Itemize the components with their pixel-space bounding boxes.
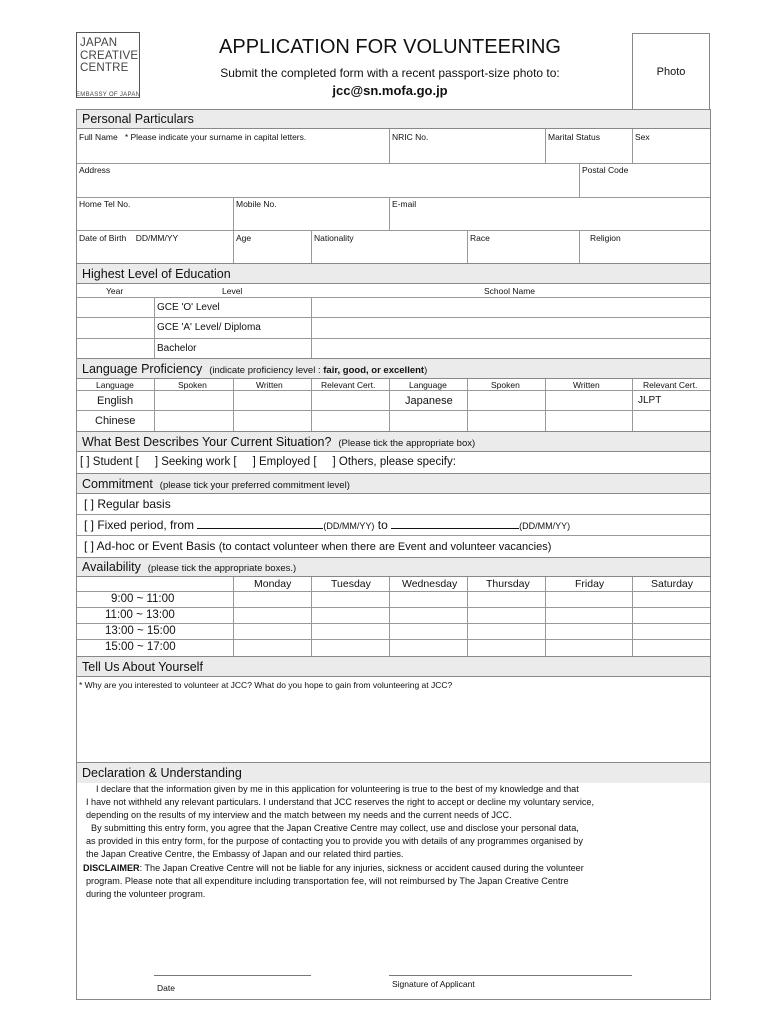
day-tuesday: Tuesday <box>331 578 371 590</box>
declaration-line: depending on the results of my interview and the match between my needs and the current needs of JCC. <box>86 810 512 821</box>
section-personal-particulars <box>77 109 710 129</box>
home-tel-label: Home Tel No. <box>79 199 131 209</box>
edu-level-o: GCE 'O' Level <box>157 302 220 313</box>
race-label: Race <box>470 233 490 243</box>
date-label: Date <box>157 983 175 993</box>
religion-label: Religion <box>590 233 621 243</box>
date-line[interactable] <box>154 975 311 976</box>
edu-col-level: Level <box>222 286 243 296</box>
signature-line[interactable] <box>389 975 632 976</box>
lang-col: Relevant Cert. <box>321 380 376 390</box>
email-label: E-mail <box>392 199 417 209</box>
slot-11-13: 11:00 ~ 13:00 <box>105 609 175 621</box>
day-friday: Friday <box>575 578 605 590</box>
lang-chinese: Chinese <box>95 415 136 427</box>
language-note: (indicate proficiency level : fair, good, or excellent) <box>209 365 428 376</box>
edu-level-bachelor: Bachelor <box>157 343 197 354</box>
lang-english: English <box>97 395 134 407</box>
option-student[interactable]: [ ] Student [ <box>80 456 139 468</box>
marital-status-label: Marital Status <box>548 132 600 142</box>
disclaimer-label: DISCLAIMER <box>83 862 140 873</box>
section-heading: Language Proficiency <box>82 362 203 376</box>
slot-13-15: 13:00 ~ 15:00 <box>105 625 176 637</box>
cert-jlpt: JLPT <box>638 395 662 406</box>
edu-level-a: GCE 'A' Level/ Diploma <box>157 322 261 333</box>
commitment-note: (please tick your preferred commitment level) <box>159 480 350 491</box>
lang-col: Written <box>573 380 600 390</box>
day-thursday: Thursday <box>486 578 530 590</box>
lang-japanese: Japanese <box>405 395 453 407</box>
photo-box[interactable] <box>632 33 710 110</box>
age-label: Age <box>236 233 252 243</box>
section-situation <box>77 431 710 452</box>
logo-line: CREATIVE <box>80 49 139 62</box>
declaration-line: By submitting this entry form, you agree that the Japan Creative Centre may collect, use and disclose your personal data, <box>91 823 579 834</box>
lang-col: Written <box>256 380 283 390</box>
lang-col: Language <box>96 380 134 390</box>
from-date-field[interactable] <box>197 517 323 529</box>
dob-label: Date of Birth DD/MM/YY <box>79 233 179 243</box>
section-heading: Commitment <box>82 477 153 491</box>
section-heading: Availability <box>82 560 141 574</box>
section-about <box>77 656 710 677</box>
section-commitment <box>77 473 710 494</box>
disclaimer-line: : The Japan Creative Centre will not be liable for any injuries, sickness or accident caused during the volunteer <box>139 862 584 873</box>
section-heading: Highest Level of Education <box>82 267 231 281</box>
address-label: Address <box>79 165 111 175</box>
day-monday: Monday <box>254 578 292 590</box>
section-heading: Declaration & Understanding <box>82 766 242 780</box>
commitment-regular[interactable]: [ ] Regular basis <box>84 497 171 511</box>
logo-subtitle: EMBASSY OF JAPAN <box>76 92 141 98</box>
edu-col-year: Year <box>106 286 124 296</box>
disclaimer-line: program. Please note that all expenditure including transportation fee, will not reimbursed by The Japan Creative Centre <box>86 875 569 886</box>
about-answer-area[interactable] <box>78 693 708 761</box>
postal-code-label: Postal Code <box>582 165 629 175</box>
declaration-line: the Japan Creative Centre, the Embassy of Japan and our related third parties. <box>86 849 404 860</box>
form-title: APPLICATION FOR VOLUNTEERING <box>219 36 561 58</box>
option-others[interactable]: ] Others, please specify: <box>332 456 456 468</box>
signature-label: Signature of Applicant <box>392 979 475 989</box>
full-name-label: Full Name * Please indicate your surname in capital letters. <box>79 132 307 142</box>
mobile-label: Mobile No. <box>236 199 277 209</box>
submission-email: jcc@sn.mofa.go.jp <box>332 83 448 98</box>
about-question: * Why are you interested to volunteer at JCC? What do you hope to gain from volunteering at JCC? <box>79 680 453 690</box>
declaration-text <box>83 783 703 901</box>
commitment-fixed[interactable]: [ ] Fixed period, from (DD/MM/YY) to (DD/MM/YY) <box>84 518 571 532</box>
disclaimer-line: during the volunteer program. <box>86 888 206 899</box>
slot-15-17: 15:00 ~ 17:00 <box>105 641 176 653</box>
lang-col: Relevant Cert. <box>643 380 698 390</box>
day-wednesday: Wednesday <box>402 578 458 590</box>
declaration-line: I have not withheld any relevant particulars. I understand that JCC reserves the right to accept or decline my voluntary service, <box>86 797 594 808</box>
availability-note: (please tick the appropriate boxes.) <box>147 563 297 574</box>
section-availability <box>77 557 710 577</box>
section-education <box>77 263 710 284</box>
section-declaration <box>77 762 710 783</box>
lang-col: Language <box>409 380 447 390</box>
declaration-line: I declare that the information given by me in this application for volunteering is true to the best of my knowledge and that <box>96 784 579 794</box>
commitment-adhoc[interactable]: [ ] Ad-hoc or Event Basis (to contact volunteer when there are Event and volunteer vacancies) <box>84 539 552 553</box>
lang-col: Spoken <box>491 380 520 390</box>
declaration-line: as provided in this entry form, for the purpose of contacting you to provide you with details of any programmes organised by <box>86 836 583 847</box>
sex-label: Sex <box>635 132 650 142</box>
section-heading: Tell Us About Yourself <box>82 660 203 674</box>
edu-col-school: School Name <box>484 286 536 296</box>
situation-note: (Please tick the appropriate box) <box>338 438 476 449</box>
to-date-field[interactable] <box>391 517 519 529</box>
logo-line: CENTRE <box>80 62 129 74</box>
dob-format: DD/MM/YY <box>135 233 179 243</box>
section-language <box>77 358 710 379</box>
section-heading: What Best Describes Your Current Situation? <box>82 435 332 449</box>
photo-label: Photo <box>656 66 686 78</box>
nationality-label: Nationality <box>314 233 354 243</box>
day-saturday: Saturday <box>651 578 694 590</box>
full-name-note: * Please indicate your surname in capital letters. <box>124 132 307 142</box>
option-employed[interactable]: ] Employed [ <box>252 456 317 468</box>
logo-line: JAPAN <box>80 37 118 49</box>
section-heading: Personal Particulars <box>82 112 194 126</box>
jcc-logo <box>76 32 140 98</box>
option-seeking-work[interactable]: ] Seeking work [ <box>154 456 237 468</box>
nric-label: NRIC No. <box>392 132 429 142</box>
situation-options[interactable] <box>80 456 456 468</box>
adhoc-note: (to contact volunteer when there are Event and volunteer vacancies) <box>218 541 552 553</box>
lang-col: Spoken <box>178 380 207 390</box>
slot-9-11: 9:00 ~ 11:00 <box>111 593 175 605</box>
form-subtitle: Submit the completed form with a recent passport-size photo to: <box>220 66 560 80</box>
